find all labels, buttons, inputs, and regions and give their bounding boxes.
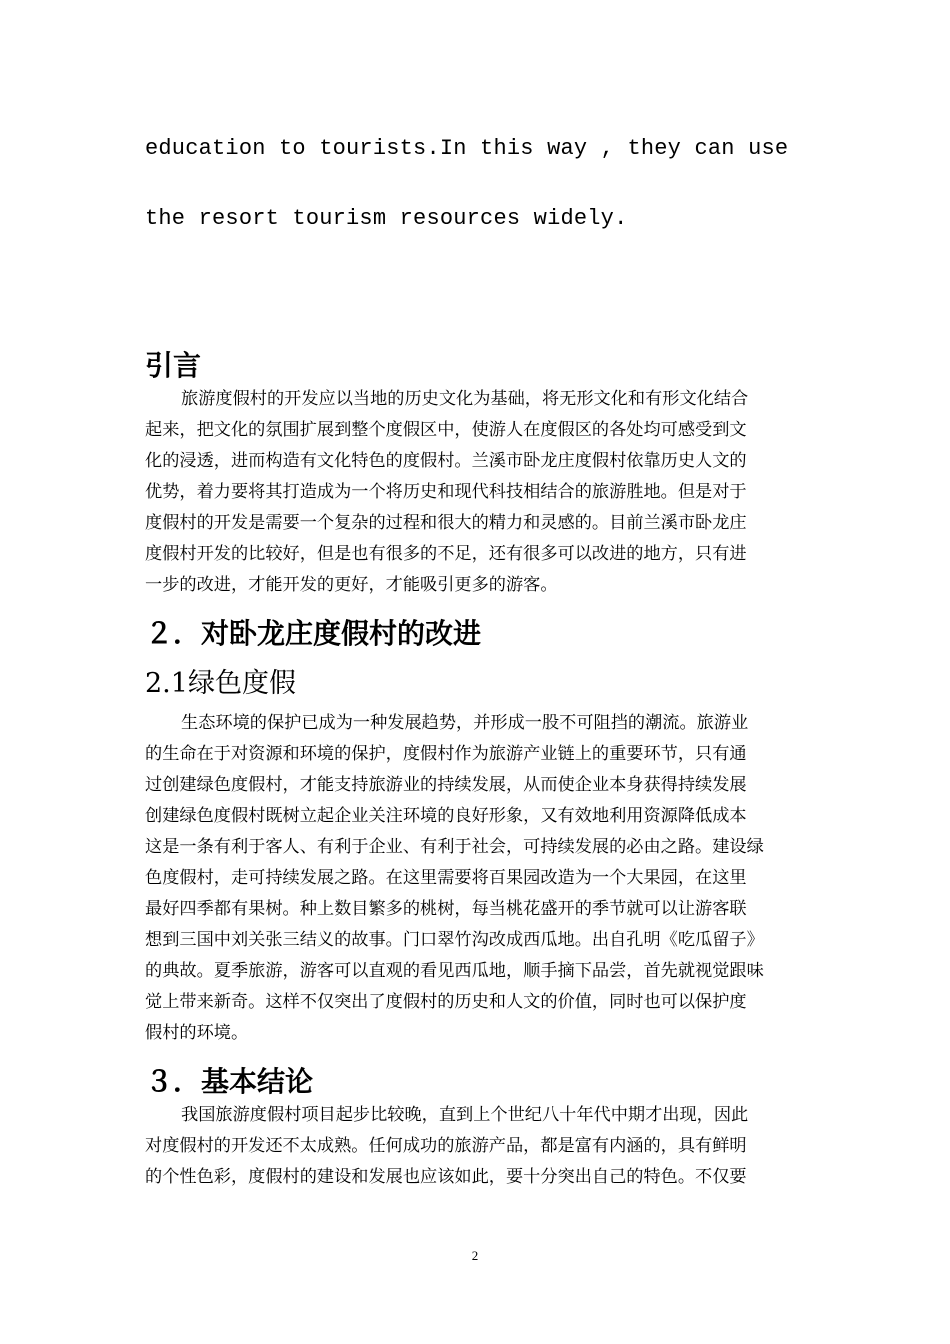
section-2-heading: ２．对卧龙庄度假村的改进 <box>145 617 482 650</box>
paragraph-line: 最好四季都有果树。种上数目繁多的桃树，每当桃花盛开的季节就可以让游客联 <box>145 899 747 919</box>
paragraph-line: 起来，把文化的氛围扩展到整个度假区中，使游人在度假区的各处均可感受到文 <box>145 420 747 440</box>
paragraph-line: 对度假村的开发还不太成熟。任何成功的旅游产品，都是富有内涵的，具有鲜明 <box>145 1136 747 1156</box>
paragraph-line: 这是一条有利于客人、有利于企业、有利于社会，可持续发展的必由之路。建设绿 <box>145 837 764 857</box>
paragraph-line: 化的浸透，进而构造有文化特色的度假村。兰溪市卧龙庄度假村依靠历史人文的 <box>145 451 747 471</box>
section-2-1-paragraph <box>145 708 810 1049</box>
page-number: 2 <box>471 1248 479 1263</box>
paragraph-line: 旅游度假村的开发应以当地的历史文化为基础，将无形文化和有形文化结合 <box>181 389 749 409</box>
intro-heading: 引言 <box>145 349 202 382</box>
section-3-heading: ３．基本结论 <box>145 1065 314 1098</box>
paragraph-line: 觉上带来新奇。这样不仅突出了度假村的历史和人文的价值，同时也可以保护度 <box>145 992 747 1012</box>
section-2-1-heading: 2.1绿色度假 <box>145 668 296 699</box>
intro-paragraph <box>145 384 810 601</box>
abstract-line-2: the resort tourism resources widely. <box>145 206 628 231</box>
paragraph-line: 一步的改进，才能开发的更好，才能吸引更多的游客。 <box>145 575 558 595</box>
abstract-line-1: education to tourists.In this way , they can use <box>145 136 789 161</box>
paragraph-line: 想到三国中刘关张三结义的故事。门口翠竹沟改成西瓜地。出自孔明《吃瓜留子》 <box>145 930 764 950</box>
paragraph-line: 色度假村，走可持续发展之路。在这里需要将百果园改造为一个大果园，在这里 <box>145 868 747 888</box>
paragraph-line: 度假村的开发是需要一个复杂的过程和很大的精力和灵感的。目前兰溪市卧龙庄 <box>145 513 747 533</box>
paragraph-line: 我国旅游度假村项目起步比较晚，直到上个世纪八十年代中期才出现，因此 <box>181 1105 749 1125</box>
paragraph-line: 生态环境的保护已成为一种发展趋势，并形成一股不可阻挡的潮流。旅游业 <box>181 713 749 733</box>
paragraph-line: 优势，着力要将其打造成为一个将历史和现代科技相结合的旅游胜地。但是对于 <box>145 482 747 502</box>
paragraph-line: 度假村开发的比较好，但是也有很多的不足，还有很多可以改进的地方，只有进 <box>145 544 747 564</box>
paragraph-line: 创建绿色度假村既树立起企业关注环境的良好形象，又有效地利用资源降低成本 <box>145 806 747 826</box>
paragraph-line: 的个性色彩，度假村的建设和发展也应该如此，要十分突出自己的特色。不仅要 <box>145 1167 747 1187</box>
paragraph-line: 的典故。夏季旅游，游客可以直观的看见西瓜地，顺手摘下品尝，首先就视觉跟味 <box>145 961 764 981</box>
paragraph-line: 假村的环境。 <box>145 1023 249 1043</box>
paragraph-line: 过创建绿色度假村，才能支持旅游业的持续发展，从而使企业本身获得持续发展 <box>145 775 747 795</box>
section-3-paragraph <box>145 1100 810 1193</box>
paragraph-line: 的生命在于对资源和环境的保护，度假村作为旅游产业链上的重要环节，只有通 <box>145 744 747 764</box>
